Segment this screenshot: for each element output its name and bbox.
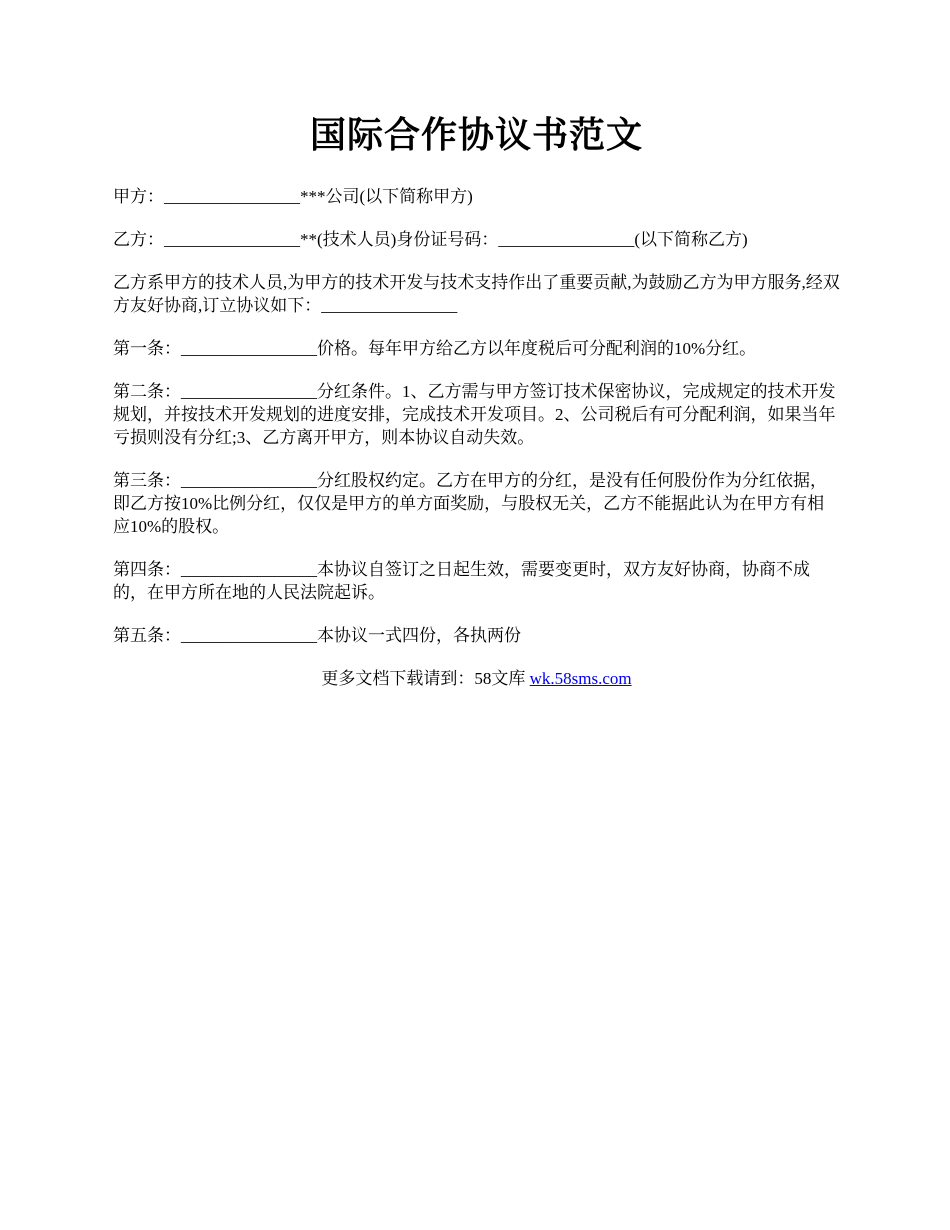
party-b-line: 乙方：________________**(技术人员)身份证号码：________________(以下简称乙方) — [113, 230, 748, 249]
article-4: 第四条：________________本协议自签订之日起生效，需要变更时，双方友好协商，协商不成的，在甲方所在地的人民法院起诉。 — [113, 560, 810, 602]
article-5: 第五条：________________本协议一式四份，各执两份 — [113, 626, 521, 645]
article-3: 第三条：________________分红股权约定。乙方在甲方的分红，是没有任何股份作为分红依据，即乙方按10%比例分红，仅仅是甲方的单方面奖励，与股权无关，乙方不能据此认为在甲方有相应10%的股权。 — [113, 471, 827, 536]
article-1: 第一条：________________价格。每年甲方给乙方以年度税后可分配利润的10%分红。 — [113, 339, 757, 358]
preamble-paragraph: 乙方系甲方的技术人员,为甲方的技术开发与技术支持作出了重要贡献,为鼓励乙方为甲方服务,经双方友好协商,订立协议如下：________________ — [113, 273, 840, 315]
download-footer — [113, 667, 840, 690]
footer-text: 更多文档下载请到：58文库 — [321, 669, 530, 688]
document-page — [113, 105, 840, 690]
article-2: 第二条：________________分红条件。1、乙方需与甲方签订技术保密协议，完成规定的技术开发规划，并按技术开发规划的进度安排，完成技术开发项目。2、公司税后有可分配利润，如果当年亏损则没有分红;3、乙方离开甲方，则本协议自动失效。 — [113, 382, 836, 447]
document-title: 国际合作协议书范文 — [309, 115, 643, 155]
footer-link[interactable]: wk.58sms.com — [529, 669, 632, 688]
party-a-line: 甲方：________________***公司(以下简称甲方) — [113, 187, 473, 206]
